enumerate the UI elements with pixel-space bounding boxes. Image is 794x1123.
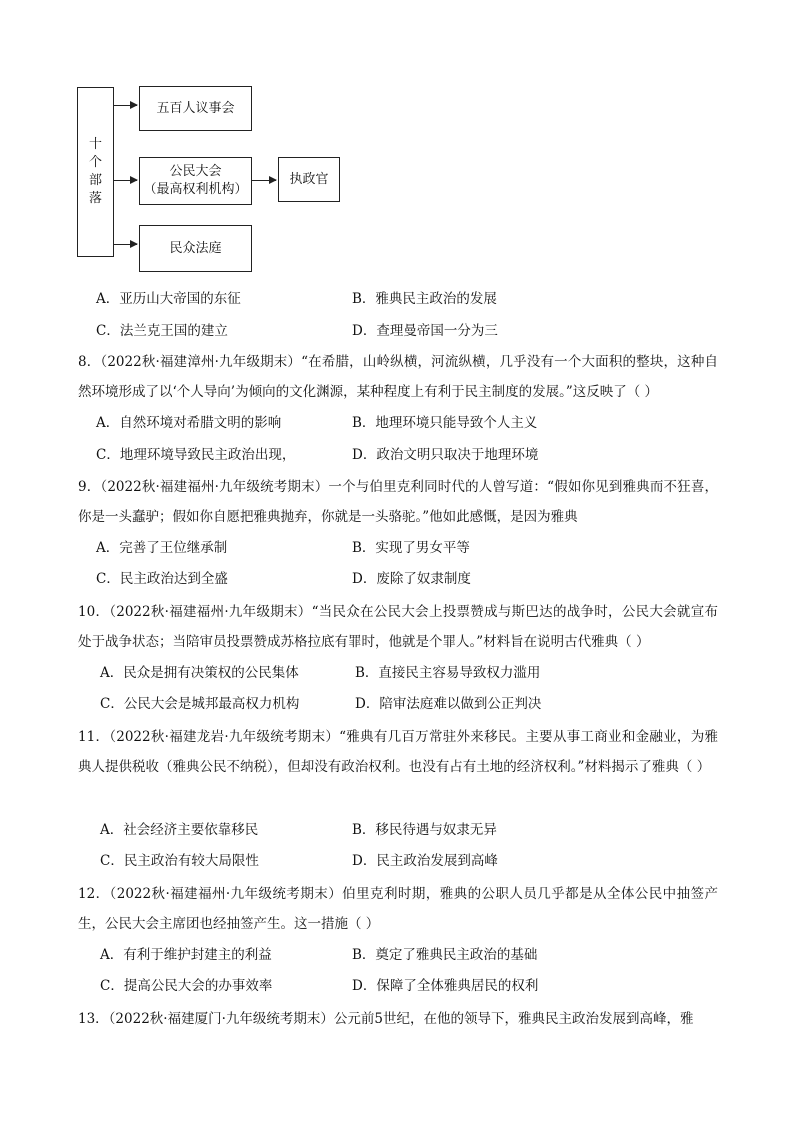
assembly-label: 公民大会 [169,164,222,179]
q10-option-d: D．陪审法庭难以做到公正判决 [355,696,542,712]
council-label: 五百人议事会 [156,101,235,116]
q7-option-c: C．法兰克王国的建立 [96,323,228,339]
q12-stem: 12．（2022秋·福建福州·九年级统考期末）伯里克利时期，雅典的公职人员几乎都是从全体公民中抽签产生，公民大会主席团也经抽签产生。这一措施（ ） [78,886,718,932]
q9-option-b: B．实现了男女平等 [352,540,470,556]
q12-option-c: C．提高公民大会的办事效率 [100,978,273,994]
q9-option-d: D．废除了奴隶制度 [352,571,471,587]
q10-stem: 10．（2022秋·福建福州·九年级期末）“当民众在公民大会上投票赞成与斯巴达的战争时，公民大会就宣布处于战争状态；当陪审员投票赞成苏格拉底有罪时，他就是个罪人。”材料旨在说明古代雅典（ ） [78,604,718,650]
tribes-char-1: 十 [88,137,102,152]
executive-box [278,157,340,202]
q8-option-a: A．自然环境对希腊文明的影响 [96,415,282,431]
q9-stem: 9．（2022秋·福建福州·九年级统考期末）一个与伯里克利同时代的人曾写道：“假如你见到雅典而不狂喜，你是一头蠢驴；假如你自愿把雅典抛弃，你就是一头骆驼。”他如此感慨，是因为雅典 [78,479,718,525]
q7-option-b: B．雅典民主政治的发展 [352,291,497,307]
q9-option-c: C．民主政治达到全盛 [96,571,228,587]
q10-option-b: B．直接民主容易导致权力滥用 [355,665,541,681]
q7-option-a: A．亚历山大帝国的东征 [96,291,241,307]
arrow-to-assembly [114,180,137,181]
q13-stem: 13．（2022秋·福建厦门·九年级统考期末）公元前5世纪，在他的领导下，雅典民主政治发展到高峰，雅 [78,1011,694,1027]
q8-option-d: D．政治文明只取决于地理环境 [352,447,539,463]
q9-option-a: A．完善了王位继承制 [96,540,228,556]
q11-stem: 11．（2022秋·福建龙岩·九年级统考期末）“雅典有几百万常驻外来移民。主要从事工商业和金融业，为雅典人提供税收（雅典公民不纳税），但却没有政治权利。也没有占有土地的经济权利。”材料揭示了雅典（ ） [78,729,718,775]
arrow-to-court [114,244,137,245]
q10-option-a: A．民众是拥有决策权的公民集体 [100,665,299,681]
court-label: 民众法庭 [169,241,222,256]
q8-option-b: B．地理环境只能导致个人主义 [352,415,538,431]
q12-option-b: B．奠定了雅典民主政治的基础 [352,947,538,963]
q8-option-c: C．地理环境导致民主政治出现， [96,447,296,463]
council-box [139,86,252,131]
tribes-box [77,87,114,257]
q11-option-b: B．移民待遇与奴隶无异 [352,822,497,838]
tribes-char-4: 落 [88,191,102,206]
q11-option-c: C．民主政治有较大局限性 [100,853,259,869]
q11-option-a: A．社会经济主要依靠移民 [100,822,259,838]
tribes-char-2: 个 [88,155,102,170]
tribes-char-3: 部 [88,173,102,188]
q7-option-d: D．查理曼帝国一分为三 [352,323,498,339]
q12-option-d: D．保障了全体雅典居民的权利 [352,978,539,994]
q10-option-c: C．公民大会是城邦最高权力机构 [100,696,300,712]
court-box [139,225,252,272]
arrow-to-executive [252,180,276,181]
q12-option-a: A．有利于维护封建主的利益 [100,947,272,963]
arrow-to-council [114,105,137,106]
q8-stem: 8．（2022秋·福建漳州·九年级期末）“在希腊，山岭纵横，河流纵横，几乎没有一个大面积的整块，这种自然环境形成了以‘个人导向’为倾向的文化渊源，某种程度上有利于民主制度的发展。”这反映了（ ） [78,354,718,400]
athens-political-structure-diagram [0,0,794,290]
assembly-box [139,157,252,205]
q11-option-d: D．民主政治发展到高峰 [352,853,498,869]
executive-label: 执政官 [289,172,329,187]
assembly-sublabel: （最高权利机构） [143,182,248,197]
